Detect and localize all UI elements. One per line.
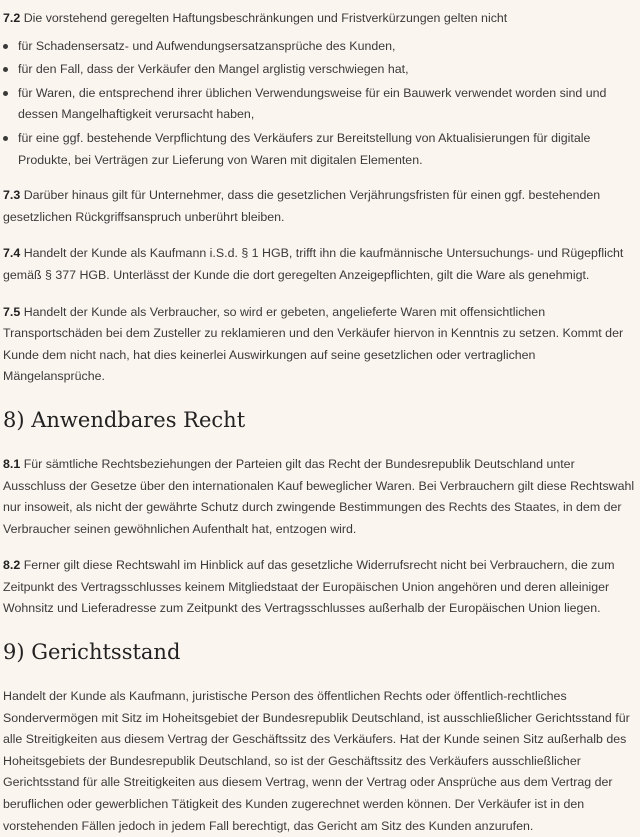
clause-number: 7.5 [3,304,21,319]
paragraph-7-2 [3,8,638,30]
section-heading-applicable-law: 8) Anwendbares Recht [3,407,246,432]
paragraph-8-1 [3,454,638,540]
clause-text: Die vorstehend geregelten Haftungsbeschränkungen und Fristverkürzungen gelten nicht [23,11,508,25]
clause-text: Ferner gilt diese Rechtswahl im Hinblick auf das gesetzliche Widerrufsrecht nicht bei Verbrauchern, die zum Zeitpunkt des Vertragsschlusses keinem Mitgliedstaat der Europäischen Union angehören und deren alleiniger Wohnsitz und Lieferadresse zum Zeitpunkt des Vertragsschlusses außerhalb der Europäischen Union liegen. [3,558,615,616]
list-item: für eine ggf. bestehende Verpflichtung des Verkäufers zur Bereitstellung von Aktualisierungen für digitale Produkte, bei Verträgen zur Lieferung von Waren mit digitalen Elementen. [3,128,638,171]
clause-text: Darüber hinaus gilt für Unternehmer, dass die gesetzlichen Verjährungsfristen für einen ggf. bestehenden gesetzlichen Rückgriffsanspruch unberührt bleiben. [3,188,601,224]
list-item: für den Fall, dass der Verkäufer den Mangel arglistig verschwiegen hat, [3,59,638,81]
clause-number: 8.2 [3,558,21,573]
section-heading-jurisdiction: 9) Gerichtsstand [3,640,181,665]
list-item: für Schadensersatz- und Aufwendungsersatzansprüche des Kunden, [3,36,638,58]
paragraph-7-4 [3,243,638,286]
paragraph-8-2 [3,555,638,620]
paragraph-7-5 [3,302,638,388]
clause-number: 7.2 [3,11,21,25]
clause-text: Für sämtliche Rechtsbeziehungen der Parteien gilt das Recht der Bundesrepublik Deutschland unter Ausschluss der Gesetze über den internationalen Kauf beweglicher Waren. Bei Verbrauchern gilt diese Rechtswahl nur insoweit, als nicht der gewährte Schutz durch zwingende Bestimmungen des Rechts des Staates, in dem der Verbraucher seinen gewöhnlichen Aufenthalt hat, entzogen wird. [3,456,635,536]
list-item: für Waren, die entsprechend ihrer üblichen Verwendungsweise für ein Bauwerk verwendet worden sind und dessen Mangelhaftigkeit verursacht haben, [3,83,638,126]
clause-number: 7.3 [3,188,21,203]
paragraph-7-3 [3,185,638,228]
paragraph-jurisdiction: Handelt der Kunde als Kaufmann, juristische Person des öffentlichen Rechts oder öffentlich-rechtliches Sondervermögen mit Sitz im Hoheitsgebiet der Bundesrepublik Deutschland, ist ausschließlicher Gerichtsstand für alle Streitigkeiten aus diesem Vertrag der Geschäftssitz des Verkäufers. Hat der Kunde seinen Sitz außerhalb des Hoheitsgebiets der Bundesrepublik Deutschland, so ist der Geschäftssitz des Verkäufers ausschließlicher Gerichtsstand für alle Streitigkeiten aus diesem Vertrag, wenn der Vertrag oder Ansprüche aus dem Vertrag der beruflichen oder gewerblichen Tätigkeit des Kunden zugerechnet werden können. Der Verkäufer ist in den vorstehenden Fällen jedoch in jedem Fall berechtigt, das Gericht am Sitz des Kunden anzurufen. [3,689,630,833]
clause-text: Handelt der Kunde als Kaufmann i.S.d. § 1 HGB, trifft ihn die kaufmännische Untersuchungs- und Rügepflicht gemäß § 377 HGB. Unterlässt der Kunde die dort geregelten Anzeigepflichten, gilt die Ware als genehmigt. [3,246,624,282]
clause-number: 7.4 [3,246,21,261]
clause-number: 8.1 [3,456,21,471]
clause-text: Handelt der Kunde als Verbraucher, so wird er gebeten, angelieferte Waren mit offensichtlichen Transportschäden bei dem Zusteller zu reklamieren und den Verkäufer hiervon in Kenntnis zu setzen. Kommt der Kunde dem nicht nach, hat dies keinerlei Auswirkungen auf seine gesetzlichen oder vertraglichen Mängelansprüche. [3,304,624,384]
exceptions-list [3,36,638,172]
